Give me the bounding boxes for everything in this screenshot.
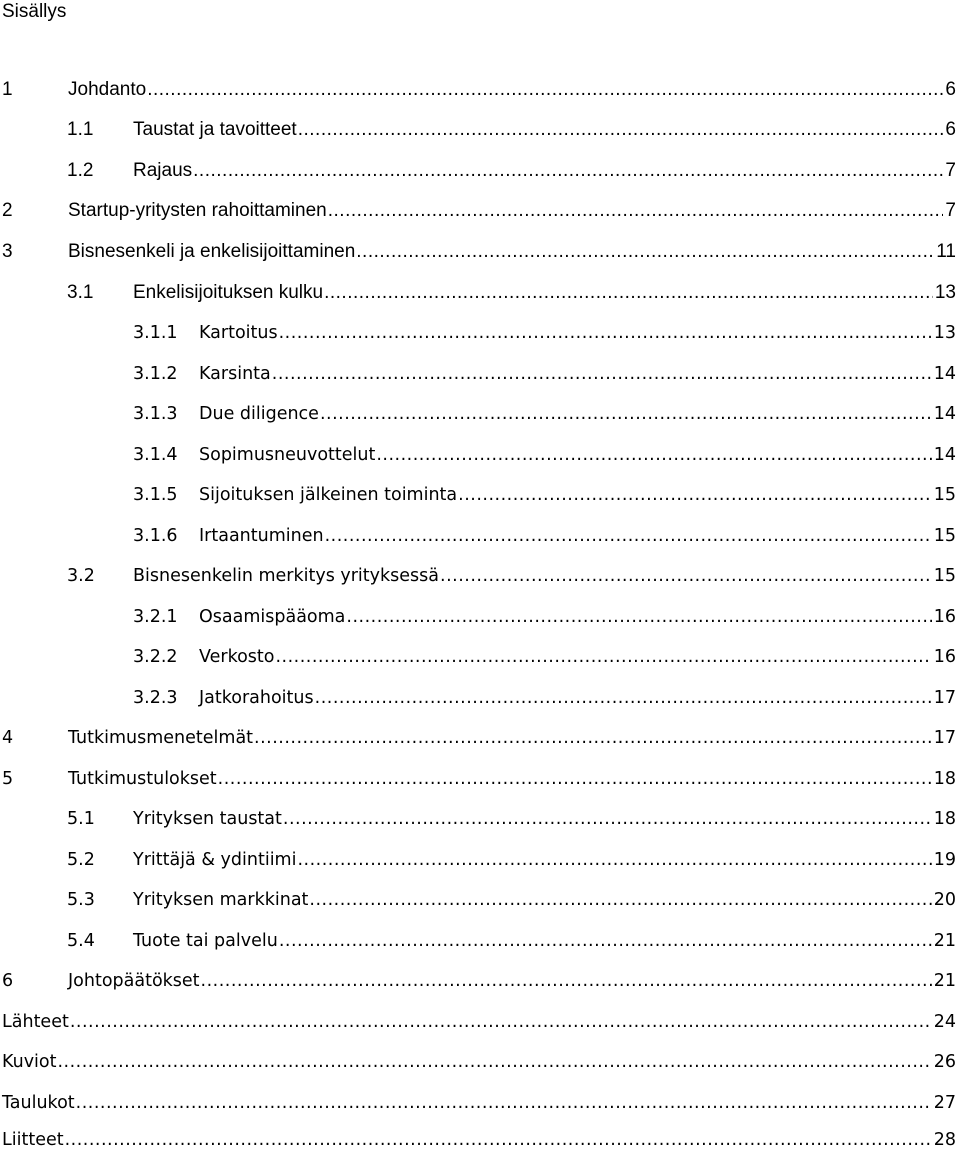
- toc-entry-page: 16: [933, 647, 956, 667]
- toc-entry-number: 5.2: [67, 850, 95, 870]
- toc-entry-label: Kuviot: [2, 1052, 57, 1072]
- toc-leader-dots: [201, 969, 932, 993]
- toc-entry-label: Jatkorahoitus: [199, 688, 314, 708]
- toc-entry-lahteet[interactable]: [0, 1008, 956, 1034]
- toc-entry-label: Bisnesenkeli ja enkelisijoittaminen: [68, 241, 356, 262]
- toc-entry-1-2[interactable]: [0, 157, 956, 183]
- toc-entry-5[interactable]: [0, 765, 956, 791]
- toc-entry-number: 1.2: [67, 160, 94, 181]
- toc-leader-dots: [458, 483, 932, 507]
- toc-leader-dots: [76, 1091, 932, 1115]
- toc-entry-3-2[interactable]: [0, 562, 956, 588]
- toc-entry-label: Yrittäjä & ydintiimi: [133, 850, 297, 870]
- toc-entry-3-1-4[interactable]: [0, 441, 956, 467]
- toc-entry-3-1-3[interactable]: [0, 400, 956, 426]
- toc-entry-3-2-3[interactable]: [0, 684, 956, 710]
- toc-entry-5-3[interactable]: [0, 886, 956, 912]
- toc-entry-number: 3.2: [67, 566, 95, 586]
- toc-entry-page: 14: [933, 404, 956, 424]
- toc-entry-label: Tutkimustulokset: [68, 769, 217, 789]
- toc-leader-dots: [346, 605, 931, 629]
- toc-entry-page: 18: [933, 809, 956, 829]
- toc-entry-page: 15: [933, 526, 956, 546]
- toc-entry-number: 3.1.3: [133, 404, 178, 424]
- toc-entry-kuviot[interactable]: [0, 1048, 956, 1074]
- toc-leader-dots: [193, 159, 943, 183]
- toc-entry-number: 3.1.4: [133, 445, 178, 465]
- toc-entry-number: 5: [2, 769, 14, 789]
- toc-entry-label: Bisnesenkelin merkitys yrityksessä: [133, 566, 439, 586]
- toc-entry-page: 20: [933, 890, 956, 910]
- toc-entry-4[interactable]: [0, 724, 956, 750]
- toc-leader-dots: [376, 443, 931, 467]
- toc-entry-label: Liitteet: [2, 1130, 64, 1150]
- toc-entry-label: Yrityksen taustat: [133, 809, 282, 829]
- toc-entry-number: 3.2.2: [133, 647, 178, 667]
- toc-leader-dots: [272, 362, 932, 386]
- toc-entry-label: Sijoituksen jälkeinen toiminta: [199, 485, 458, 505]
- toc-entry-page: 17: [933, 688, 956, 708]
- toc-entry-page: 26: [933, 1052, 956, 1072]
- toc-entry-number: 1: [2, 79, 13, 100]
- toc-entry-number: 6: [2, 971, 14, 991]
- toc-entry-number: 3.1.2: [133, 364, 178, 384]
- toc-leader-dots: [320, 402, 932, 426]
- toc-leader-dots: [218, 767, 932, 791]
- page-title: Sisällys: [2, 1, 67, 22]
- toc-entry-3-1-1[interactable]: [0, 319, 956, 345]
- toc-entry-label: Irtaantuminen: [199, 526, 324, 546]
- toc-leader-dots: [147, 78, 943, 102]
- toc-entry-label: Johtopäätökset: [68, 971, 200, 991]
- toc-entry-number: 3.1.6: [133, 526, 178, 546]
- toc-entry-page: 14: [933, 445, 956, 465]
- toc-entry-page: 21: [933, 971, 956, 991]
- toc-leader-dots: [275, 645, 931, 669]
- toc-entry-3-2-2[interactable]: [0, 643, 956, 669]
- toc-entry-label: Kartoitus: [199, 323, 278, 343]
- toc-entry-number: 3.1.5: [133, 485, 178, 505]
- toc-entry-number: 1.1: [67, 119, 94, 140]
- toc-entry-page: 13: [933, 323, 956, 343]
- toc-entry-5-1[interactable]: [0, 805, 956, 831]
- toc-entry-page: 6: [945, 79, 956, 100]
- toc-entry-3-1-2[interactable]: [0, 360, 956, 386]
- toc-entry-number: 3: [2, 241, 13, 262]
- toc-entry-number: 3.1.1: [133, 323, 178, 343]
- toc-entry-number: 5.4: [67, 931, 95, 951]
- toc-entry-number: 3.2.1: [133, 607, 178, 627]
- toc-entry-label: Sopimusneuvottelut: [199, 445, 376, 465]
- toc-entry-page: 13: [934, 282, 956, 303]
- toc-entry-page: 15: [933, 566, 956, 586]
- toc-entry-1-1[interactable]: [0, 116, 956, 142]
- toc-leader-dots: [65, 1128, 932, 1152]
- toc-entry-page: 19: [933, 850, 956, 870]
- toc-entry-5-4[interactable]: [0, 927, 956, 953]
- toc-entry-label: Karsinta: [199, 364, 271, 384]
- toc-entry-page: 21: [933, 931, 956, 951]
- toc-entry-label: Taustat ja tavoitteet: [133, 119, 297, 140]
- toc-leader-dots: [309, 888, 931, 912]
- toc-entry-page: 27: [933, 1093, 956, 1113]
- toc-entry-label: Lähteet: [2, 1012, 69, 1032]
- toc-leader-dots: [298, 118, 944, 142]
- toc-leader-dots: [297, 848, 931, 872]
- toc-entry-label: Taulukot: [2, 1093, 75, 1113]
- toc-leader-dots: [254, 726, 932, 750]
- toc-entry-liitteet[interactable]: [0, 1126, 956, 1152]
- toc-entry-2[interactable]: [0, 197, 956, 223]
- toc-entry-page: 6: [945, 119, 956, 140]
- toc-entry-number: 4: [2, 728, 14, 748]
- toc-leader-dots: [440, 564, 932, 588]
- toc-entry-6[interactable]: [0, 967, 956, 993]
- toc-entry-label: Johdanto: [68, 79, 147, 100]
- toc-entry-page: 15: [933, 485, 956, 505]
- toc-entry-3-2-1[interactable]: [0, 603, 956, 629]
- toc-entry-5-2[interactable]: [0, 846, 956, 872]
- toc-entry-3-1-5[interactable]: [0, 481, 956, 507]
- toc-entry-3-1-6[interactable]: [0, 522, 956, 548]
- toc-entry-3-1[interactable]: [0, 279, 956, 305]
- toc-entry-label: Startup-yritysten rahoittaminen: [68, 200, 327, 221]
- toc-entry-label: Verkosto: [199, 647, 275, 667]
- toc-entry-page: 18: [933, 769, 956, 789]
- toc-leader-dots: [279, 929, 932, 953]
- toc-leader-dots: [325, 524, 932, 548]
- toc-entry-3[interactable]: [0, 238, 956, 264]
- toc-entry-number: 5.1: [67, 809, 95, 829]
- toc-entry-label: Tuote tai palvelu: [133, 931, 278, 951]
- toc-entry-page: 14: [933, 364, 956, 384]
- toc-entry-page: 16: [933, 607, 956, 627]
- toc-entry-1[interactable]: [0, 76, 956, 102]
- toc-leader-dots: [70, 1010, 932, 1034]
- toc-entry-number: 5.3: [67, 890, 95, 910]
- toc-entry-page: 11: [936, 241, 956, 262]
- toc-entry-number: 2: [2, 200, 13, 221]
- toc-entry-label: Yrityksen markkinat: [133, 890, 309, 910]
- toc-entry-number: 3.2.3: [133, 688, 178, 708]
- toc-leader-dots: [324, 281, 933, 305]
- toc-entry-page: 28: [933, 1130, 956, 1150]
- toc-entry-label: Tutkimusmenetelmät: [68, 728, 254, 748]
- toc-leader-dots: [57, 1050, 931, 1074]
- toc-entry-number: 3.1: [67, 282, 94, 303]
- toc-entry-taulukot[interactable]: [0, 1089, 956, 1115]
- toc-entry-page: 7: [945, 160, 956, 181]
- toc-leader-dots: [279, 321, 932, 345]
- toc-leader-dots: [315, 686, 932, 710]
- toc-leader-dots: [283, 807, 932, 831]
- toc-entry-label: Due diligence: [199, 404, 319, 424]
- toc-entry-label: Osaamispääoma: [199, 607, 346, 627]
- toc-entry-page: 7: [945, 200, 956, 221]
- toc-entry-page: 24: [933, 1012, 956, 1032]
- toc-entry-label: Rajaus: [133, 160, 193, 181]
- toc-entry-label: Enkelisijoituksen kulku: [133, 282, 324, 303]
- toc-leader-dots: [328, 199, 944, 223]
- toc-entry-page: 17: [933, 728, 956, 748]
- toc-leader-dots: [356, 240, 934, 264]
